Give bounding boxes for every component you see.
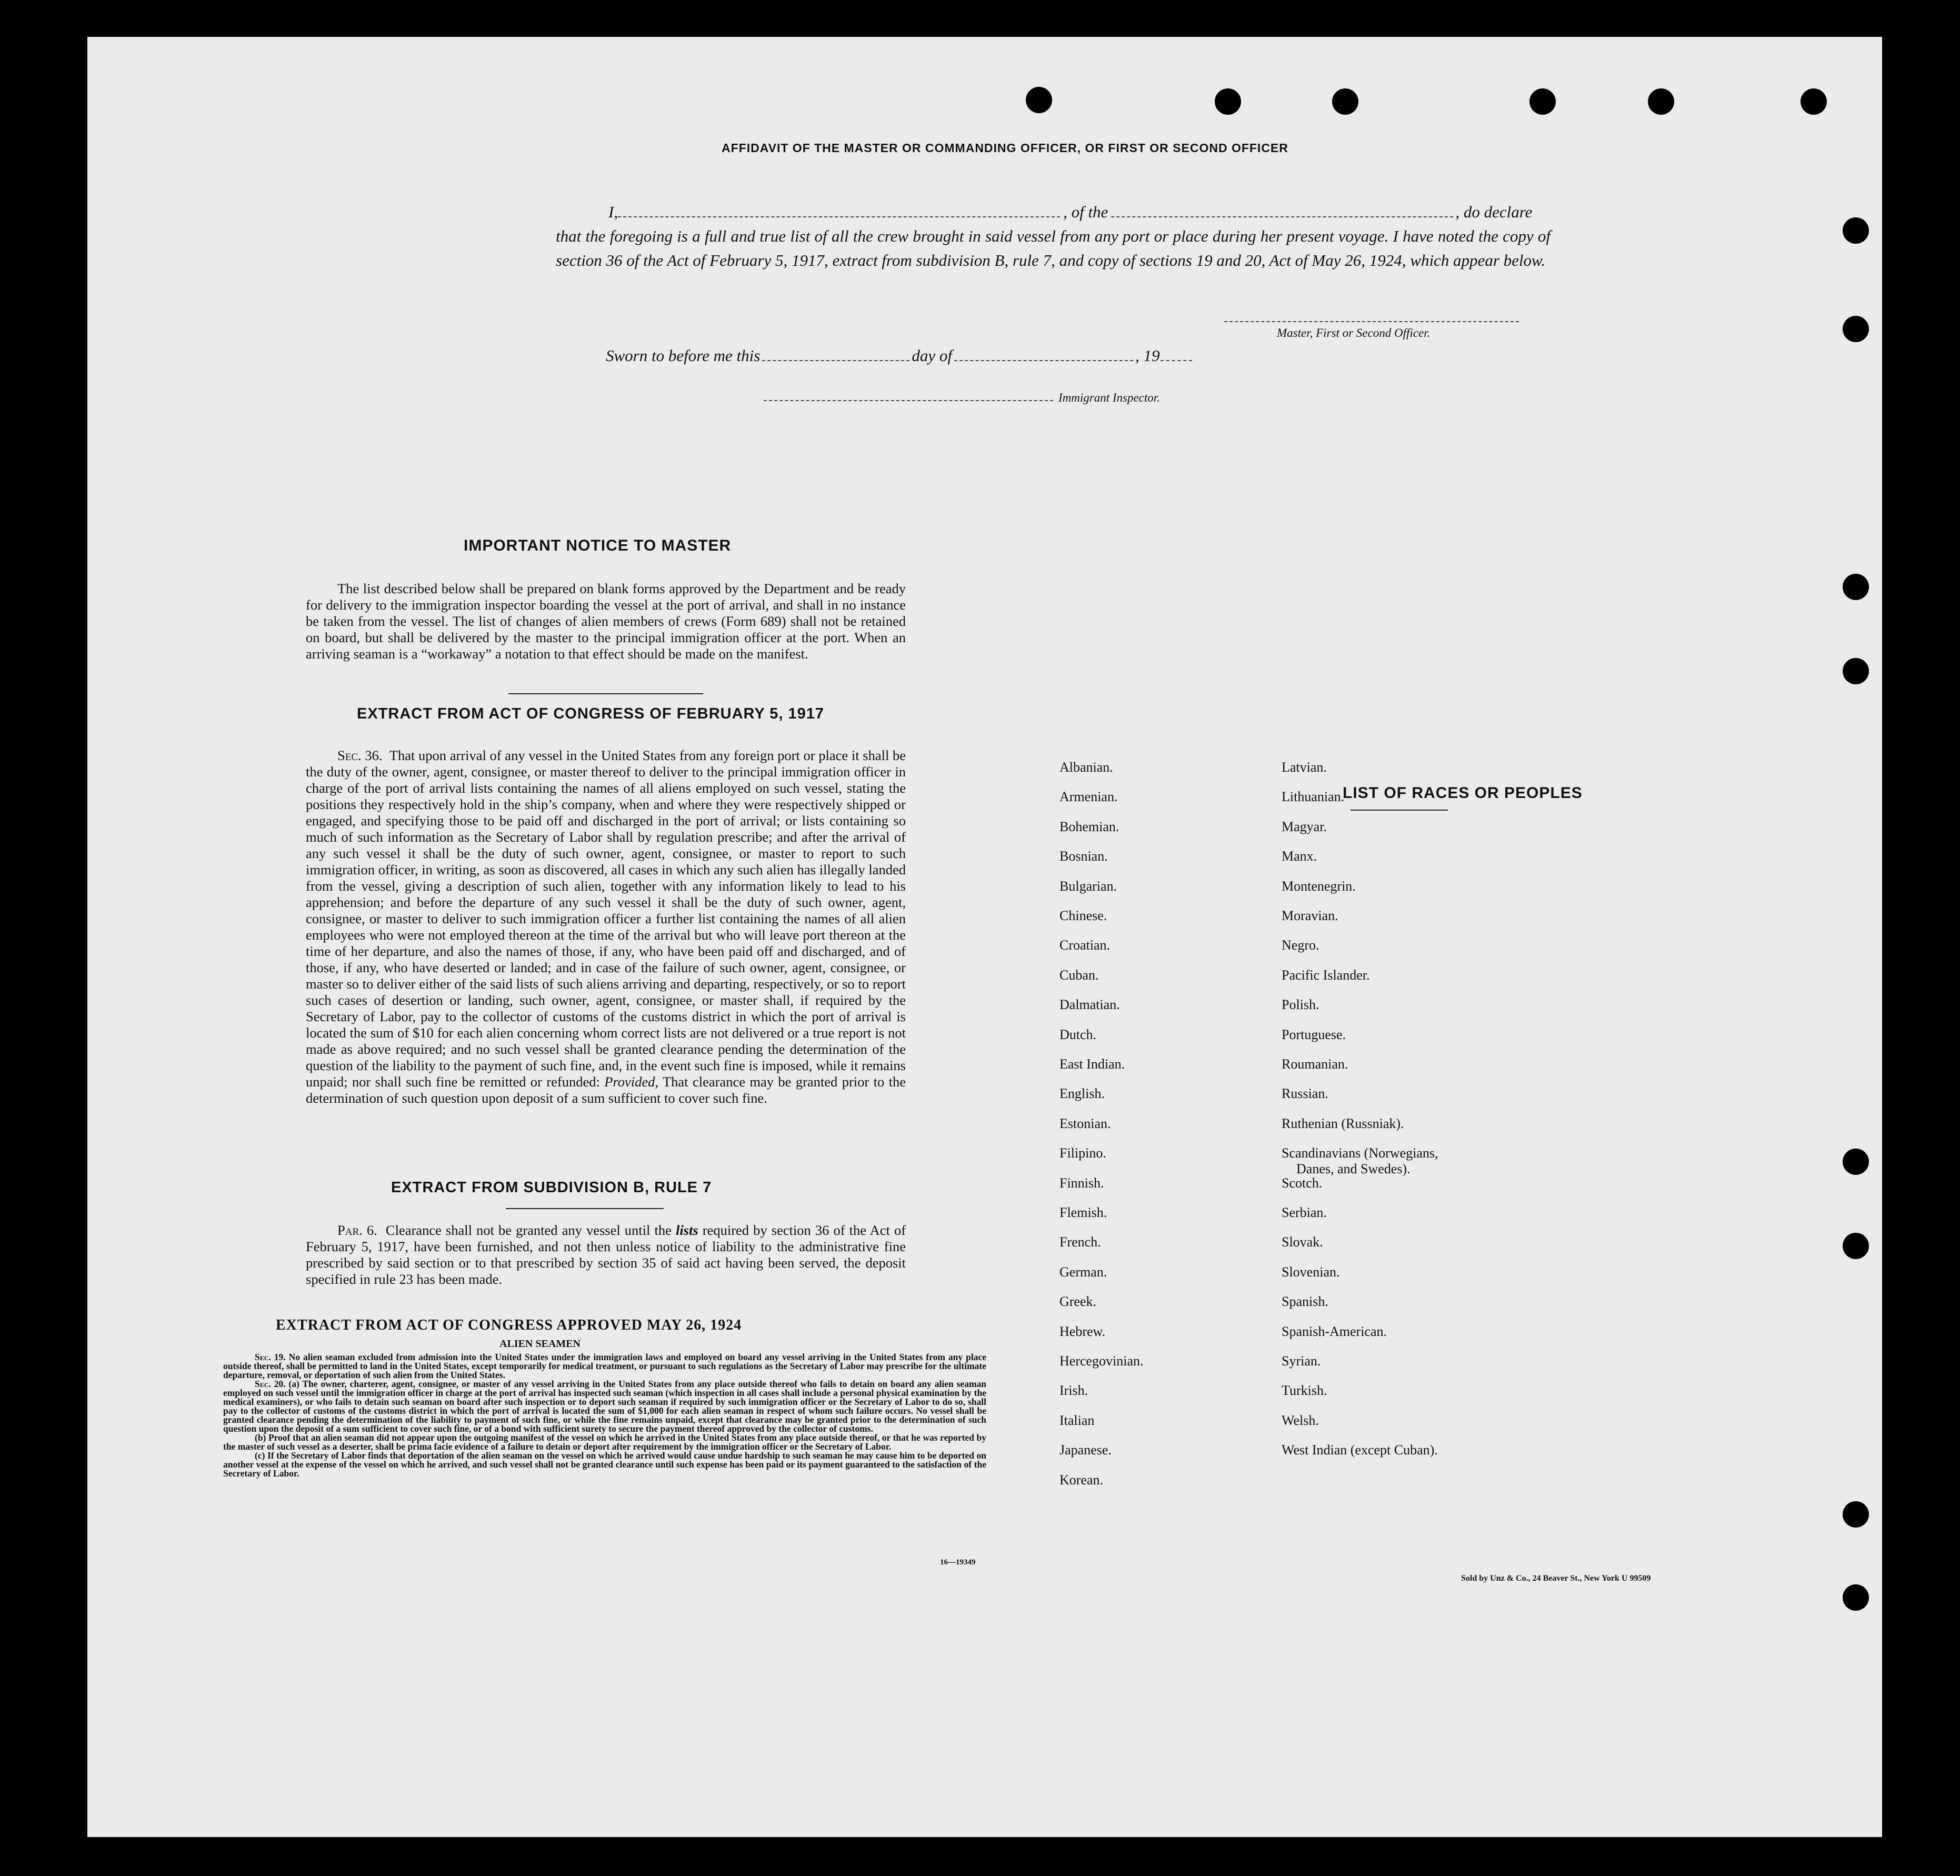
race-item: Greek. [1059,1294,1097,1310]
sworn-month-field[interactable] [954,360,1133,361]
race-item: Bulgarian. [1059,878,1117,894]
section-36-text-end: That clearance may be granted prior to the determination of such question upon deposit of a sum sufficient to cover such fine. [306,1074,906,1106]
punch-hole [1801,88,1827,115]
day-of-label: day of [912,346,952,365]
inspector-signature-field[interactable] [764,400,1053,401]
race-item: Spanish. [1282,1294,1328,1310]
section-20-label: Sec. 20. [255,1379,286,1389]
race-item: Scandinavians (Norwegians, [1282,1145,1438,1161]
race-item: Serbian. [1282,1205,1327,1220]
race-item: Dalmatian. [1059,997,1120,1013]
affidavit-statement [556,200,1551,273]
punch-hole [1843,217,1869,244]
declarant-name-field[interactable] [618,216,1060,217]
race-item: Slovak. [1282,1234,1323,1250]
race-item: Polish. [1282,997,1319,1013]
divider [508,693,703,694]
rule-7-text-b: required by section 36 of the Act of February 5, 1917, have been furnished, and not then unless notice of liability to the administrative fine prescribed by said section or to that prescribed by section 35 of said act having been served, the deposit specified in rule 23 has been made. [306,1222,906,1287]
extract-1924-title: EXTRACT FROM ACT OF CONGRESS APPROVED MAY 26, 1924 [276,1317,742,1333]
of-the-label: , of the [1063,203,1108,221]
punch-hole [1843,1501,1869,1528]
punch-hole [1215,88,1241,115]
race-item: Croatian. [1059,937,1111,953]
rule-7-text-a: Clearance shall not be granted any vessel until the [385,1222,672,1238]
rule-7-title: EXTRACT FROM SUBDIVISION B, RULE 7 [391,1179,712,1196]
race-item: Magyar. [1282,819,1327,834]
race-item: Flemish. [1059,1205,1107,1220]
race-item: Albanian. [1059,760,1113,775]
form-code: 16—19349 [940,1558,976,1566]
sworn-day-field[interactable] [762,360,909,361]
declarant-prefix: I, [608,203,618,221]
race-item: Spanish-American. [1282,1323,1387,1339]
document-page [87,37,1882,1837]
section-36-label: Sec. 36. [337,747,383,763]
race-item: Latvian. [1282,760,1327,775]
punch-hole [1843,574,1869,600]
extract-1917-title: EXTRACT FROM ACT OF CONGRESS OF FEBRUARY 5, 1917 [357,705,825,722]
do-declare-label: , do declare [1455,203,1533,221]
race-item: Dutch. [1059,1026,1097,1042]
race-item: Manx. [1282,849,1317,864]
race-item: Slovenian. [1282,1264,1340,1280]
race-item: Syrian. [1282,1353,1321,1369]
master-signature-field[interactable] [1224,321,1519,322]
extract-1924-body [223,1353,986,1478]
notice-body [306,581,906,662]
race-item: Lithuanian. [1282,789,1345,805]
paragraph-6-label: Par. 6. [337,1222,377,1238]
notice-text: The list described below shall be prepared on blank forms approved by the Department and be ready for delivery to the immigration inspector boarding the vessel at the port of arrival, and shall in no instance be taken from the vessel. The list of changes of alien members of crews (Form 689) shall not be retained on board, but shall be delivered by the master to the principal immigration officer at the port. When an arriving seaman is a “workaway” a notation to that effect should be made on the manifest. [306,581,906,662]
section-20c-text: (c) If the Secretary of Labor finds that deportation of the alien seaman on the vessel on which he arrived would cause undue hardship to such seaman he may cause him to be deported on another vessel at the expense of the vessel on which he arrived, and such vessel shall not be granted clearance until such expense has been paid or its payment guaranteed to the satisfaction of the Secretary of Labor. [223,1450,986,1479]
section-36-text: That upon arrival of any vessel in the United States from any foreign port or place it shall be the duty of the owner, agent, consignee, or master thereof to deliver to the principal immigration officer in charge of the port of arrival lists containing the names of all aliens employed on such vessel, stating the positions they respectively hold in the ship’s company, when and where they were respectively shipped or engaged, and specifying those to be paid off and discharged in the port of arrival; or lists containing so much of such information as the Secretary of Labor shall by regulation prescribe; and after the arrival of any such vessel it shall be the duty of such owner, agent, consignee, or master to report to such immigration officer, in writing, as soon as discovered, all cases in which any such alien has illegally landed from the vessel, giving a description of such alien, together with any information likely to lead to his apprehension; and before the departure of any such vessel it shall be the duty of such owner, agent, consignee, or master to deliver to such immigration officer a further list containing the names of all alien employees who were not employed thereon at the time of the arrival but who will leave port thereon at the time of her departure, and also the names of those, if any, who have been paid off and discharged, and of those, if any, who have deserted or landed; and in case of the failure of such owner, agent, consignee, or master so to deliver either of the said lists of such aliens arriving and departing, respectively, or so to report such cases of desertion or landing, such owner, agent, consignee, or master shall, if required by the Secretary of Labor, pay to the collector of customs of the customs district in which the port of arrival is located the sum of $10 for each alien concerning whom correct lists are not delivered or a true report is not made as above required; and no such vessel shall be granted clearance pending the determination of the question of the liability to the payment of such fine, and, in the event such fine is imposed, while it remains unpaid; nor shall such fine be remitted or refunded: [306,747,906,1090]
section-19-text: No alien seaman excluded from admission into the United States under the immigration laws and employed on board any vessel arriving in the United States from any place outside thereof, shall be permitted to land in the United States, except temporarily for medical treatment, or pursuant to such regulations as the Secretary of Labor may prescribe for the ultimate departure, removal, or deportation of such alien from the United States. [223,1352,986,1380]
inspector-label: Immigrant Inspector. [1058,391,1160,404]
master-signature-label: Master, First or Second Officer. [1277,326,1431,340]
affidavit-first-line [556,200,1551,224]
race-item: Scotch. [1282,1175,1323,1191]
punch-hole [1843,1584,1869,1611]
race-item: Japanese. [1059,1442,1112,1458]
race-item: Montenegrin. [1282,878,1356,894]
race-item: Italian [1059,1412,1095,1428]
notice-title: IMPORTANT NOTICE TO MASTER [464,537,732,554]
race-item: Pacific Islander. [1282,967,1370,983]
race-item: Korean. [1059,1472,1104,1488]
race-item: Hercegovinian. [1059,1353,1144,1369]
divider [1351,810,1448,811]
section-19-label: Sec. 19. [255,1352,286,1362]
provided-term: Provided, [604,1074,659,1090]
lists-term: lists [675,1222,698,1238]
publisher-imprint: Sold by Unz & Co., 24 Beaver St., New York U 99509 [1461,1574,1651,1583]
sworn-prefix: Sworn to before me this [606,346,761,365]
punch-hole [1843,658,1869,684]
sworn-year-field[interactable] [1161,360,1192,361]
punch-hole [1332,88,1358,115]
race-item: French. [1059,1234,1101,1250]
race-item: Negro. [1282,937,1319,953]
vessel-name-field[interactable] [1111,216,1453,217]
affidavit-title: AFFIDAVIT OF THE MASTER OR COMMANDING OFFICER, OR FIRST OR SECOND OFFICER [722,141,1288,155]
extract-1917-body [306,747,906,1106]
race-item: Finnish. [1059,1175,1104,1191]
race-item: Danes, and Swedes). [1296,1161,1411,1177]
race-item: Irish. [1059,1383,1088,1399]
race-item: Ruthenian (Russniak). [1282,1115,1404,1131]
divider [506,1208,664,1209]
race-item: Bosnian. [1059,849,1108,864]
section-20b-text: (b) Proof that an alien seaman did not appear upon the outgoing manifest of the vessel on which he arrived in the United States from any place outside thereof, or that he was reported by the master of such vessel as a deserter, shall be prima facie evidence of a failure to detain or deport after requirement by the immigration officer or the Secretary of Labor. [223,1432,986,1452]
race-item: West Indian (except Cuban). [1282,1442,1438,1458]
race-item: Hebrew. [1059,1323,1106,1339]
race-item: Cuban. [1059,967,1099,983]
races-title: LIST OF RACES OR PEOPLES [1343,784,1583,802]
punch-hole [1529,88,1556,115]
sworn-line [606,346,1192,365]
race-item: German. [1059,1264,1107,1280]
race-item: Chinese. [1059,908,1107,923]
race-item: English. [1059,1086,1105,1102]
punch-hole [1843,316,1869,342]
race-item: Turkish. [1282,1383,1327,1399]
race-item: Moravian. [1282,908,1338,923]
race-item: Roumanian. [1282,1056,1348,1072]
race-item: Welsh. [1282,1412,1319,1428]
race-item: Armenian. [1059,789,1118,805]
section-20a-text: (a) The owner, charterer, agent, consignee, or master of any vessel arriving in the United States from any place outside thereof who fails to detain on board any alien seaman employed on such vessel until the immigration officer in charge at the port of arrival has inspected such seaman (which inspection in all cases shall include a personal physical examination by the medical examiners), or who fails to detain such seaman on board after such inspection or to deport such seaman if required by such immigration officer or the Secretary of Labor to do so, shall pay to the collector of customs of the customs district in which the port of arrival is located the sum of $1,000 for each alien seaman in respect of whom such failure occurs. No vessel shall be granted clearance pending the determination of the liability to payment of such fine, or while the fine remains unpaid, except that clearance may be granted prior to the determination of such question upon the deposit of a sum sufficient to cover such fine, or of a bond with sufficient surety to secure the payment thereof approved by the collector of customs. [223,1379,987,1434]
year-label: , 19 [1135,346,1160,365]
race-item: Estonian. [1059,1115,1111,1131]
race-item: East Indian. [1059,1056,1125,1072]
affidavit-body-text: that the foregoing is a full and true list of all the crew brought in said vessel from any port or place during her present voyage. I have noted the copy of section 36 of the Act of February 5, 1917, extract from subdivision B, rule 7, and copy of sections 19 and 20, Act of May 26, 1924, which appear below. [556,227,1551,270]
race-item: Bohemian. [1059,819,1119,834]
punch-hole [1843,1233,1869,1259]
rule-7-body [306,1222,906,1288]
race-item: Portuguese. [1282,1026,1346,1042]
punch-hole [1026,87,1052,113]
race-item: Russian. [1282,1086,1328,1102]
alien-seamen-subtitle: ALIEN SEAMEN [499,1338,581,1350]
punch-hole [1648,88,1674,115]
punch-hole [1843,1149,1869,1175]
race-item: Filipino. [1059,1145,1106,1161]
